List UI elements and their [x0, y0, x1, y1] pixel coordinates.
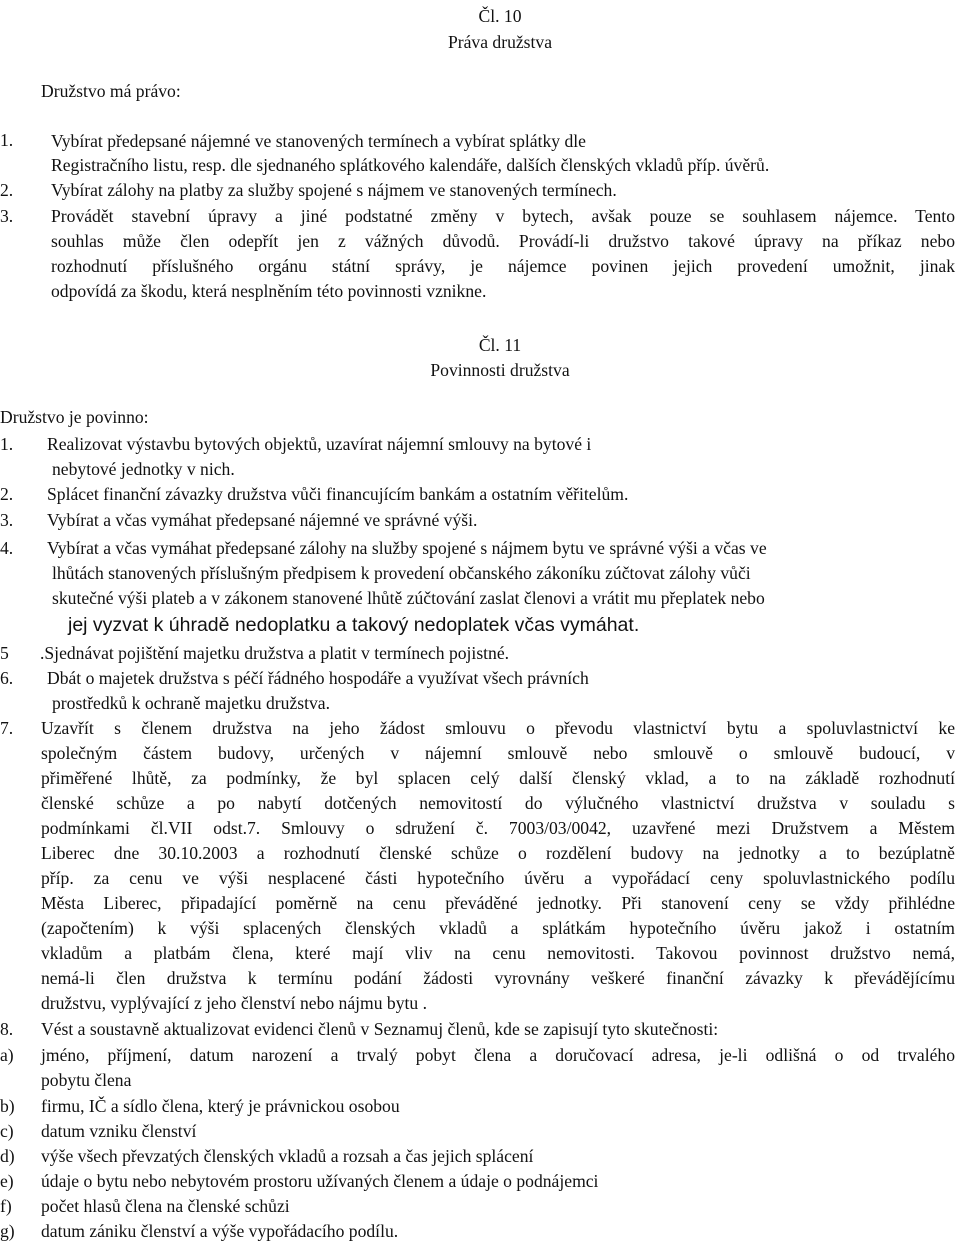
subitem-letter: d): [0, 1146, 15, 1166]
subitem-letter: c): [0, 1121, 14, 1141]
item-text: Provádět stavební úpravy a jiné podstatné změny v bytech, avšak pouze se souhlasem nájemce. Tento: [51, 206, 955, 226]
article-11-heading: Čl. 11: [478, 335, 522, 355]
art11-item-7-text: [41, 716, 955, 1016]
item-text: přiměřené lhůtě, za podmínky, že byl splacen celý další členský vklad, a to na základě rozhodnutí: [41, 768, 955, 788]
subitem-text: datum zániku členství a výše vypořádacího podílu.: [41, 1221, 399, 1241]
item-text: nebytové jednotky v nich.: [52, 459, 235, 479]
item-number: 5: [0, 643, 9, 663]
item-text: lhůtách stanovených příslušným předpisem k provedení občanského zákoníku zúčtovat zálohy vůči: [52, 563, 751, 583]
item-text: odpovídá za škodu, která nesplněním této povinnosti vznikne.: [51, 281, 487, 301]
subitem-text: údaje o bytu nebo nebytovém prostoru užívaných členem a údaje o podnájemci: [41, 1171, 599, 1191]
subitem-letter: g): [0, 1221, 15, 1241]
subitem-letter: e): [0, 1171, 14, 1191]
subitem-a-text: [41, 1043, 955, 1093]
item-text: členské schůze a po nabytí dotčených nemovitostí do výlučného vlastnictví družstva v souladu s: [41, 793, 955, 813]
subitem-text: pobytu člena: [41, 1070, 132, 1090]
item-number: 7.: [0, 718, 14, 738]
item-number: 2.: [0, 180, 14, 200]
item-number: 1.: [0, 434, 14, 454]
subitem-letter: f): [0, 1196, 12, 1216]
item-text: (započtením) k výši splacených členských vkladů a splátkám hypotečního úvěru jakož i ostatním: [41, 918, 955, 938]
item-text: Dbát o majetek družstva s péčí řádného hospodáře a využívat všech právních: [47, 668, 589, 688]
item-number: 8.: [0, 1019, 14, 1039]
subitem-text: firmu, IČ a sídlo člena, který je právnickou osobou: [41, 1096, 400, 1116]
item-text: podmínkami čl.VII odst.7. Smlouvy o sdružení č. 7003/03/0042, uzavřené mezi Družstvem a Městem: [41, 818, 955, 838]
subitem-text: datum vzniku členství: [41, 1121, 197, 1141]
item-text: Uzavřít s členem družstva na jeho žádost smlouvu o převodu vlastnictví bytu a spoluvlastnictví ke: [41, 718, 955, 738]
item-text: Vybírat předepsané nájemné ve stanovených termínech a vybírat splátky dle: [51, 131, 586, 151]
item-text: Vybírat a včas vymáhat předepsané zálohy na služby spojené s nájmem bytu ve správné výši a včas ve: [47, 538, 767, 558]
article-10-intro: Družstvo má právo:: [41, 81, 181, 101]
item-text: Vybírat zálohy na platby za služby spojené s nájmem ve stanovených termínech.: [51, 180, 617, 200]
item-text: souhlas může člen odepřít jen z vážných důvodů. Provádí-li družstvo takové úpravy na příkaz nebo: [51, 231, 955, 251]
item-number: 6.: [0, 668, 14, 688]
item-text: Realizovat výstavbu bytových objektů, uzavírat nájemní smlouvy na bytové i: [47, 434, 592, 454]
item-number: 1.: [0, 130, 14, 150]
article-11-title: Povinnosti družstva: [430, 360, 570, 380]
item-number: 3.: [0, 510, 14, 530]
article-10-title: Práva družstva: [447, 32, 553, 52]
article-11-intro: Družstvo je povinno:: [0, 407, 149, 427]
item-text: vkladům a platbám člena, které mají vliv na cenu nemovitosti. Takovou povinnost družstvo nemá,: [41, 943, 955, 963]
item-number: 4.: [0, 538, 14, 558]
item-text: skutečné výši plateb a v zákonem stanovené lhůtě zúčtování zaslat členovi a vrátit mu přeplatek nebo: [52, 588, 765, 608]
item-text: Liberec dne 30.10.2003 a rozhodnutí členské schůze o rozdělení budovy na jednotky a to bezúplatně: [41, 843, 955, 863]
item-number: 2.: [0, 484, 14, 504]
item-text: Vést a soustavně aktualizovat evidenci členů v Seznamuj členů, kde se zapisují tyto skutečnosti:: [41, 1019, 719, 1039]
item-text: nemá-li člen družstva k termínu podání žádosti vyrovnány veškeré finanční závazky k převádějícímu: [41, 968, 955, 988]
subitem-text: počet hlasů člena na členské schůzi: [41, 1196, 290, 1216]
article-10-heading: Čl. 10: [478, 6, 522, 26]
item-text: prostředků k ochraně majetku družstva.: [52, 693, 330, 713]
item-text: společným částem budovy, určených v nájemní smlouvě nebo smlouvě o smlouvě budoucí, v: [41, 743, 955, 763]
art10-item-3-text: [51, 204, 955, 304]
subitem-letter: a): [0, 1045, 14, 1065]
item-text: Města Liberec, připadající poměrně na cenu převáděné jednotky. Při stanovení ceny se vždy přihlédne: [41, 893, 955, 913]
item-text: Registračního listu, resp. dle sjednaného splátkového kalendáře, dalších členských vkladů příp. úvěrů.: [51, 155, 770, 175]
item-text: Splácet finanční závazky družstva vůči financujícím bankám a ostatním věřitelům.: [47, 484, 629, 504]
item-number: 3.: [0, 206, 14, 226]
item-text: Vybírat a včas vymáhat předepsané nájemné ve správné výši.: [47, 510, 478, 530]
item-text: družstvu, vyplývající z jeho členství nebo nájmu bytu .: [41, 993, 428, 1013]
subitem-letter: b): [0, 1096, 15, 1116]
subitem-text: jméno, příjmení, datum narození a trvalý pobyt člena a doručovací adresa, je-li odlišná o od trvalého: [41, 1045, 955, 1065]
item-text: .Sjednávat pojištění majetku družstva a platit v termínech pojistné.: [40, 643, 510, 663]
subitem-text: výše všech převzatých členských vkladů a rozsah a čas jejich splácení: [41, 1146, 534, 1166]
item-text: rozhodnutí příslušného orgánu státní správy, je nájemce povinen jejich provedení umožnit, jinak: [51, 256, 955, 276]
item-text: jej vyzvat k úhradě nedoplatku a takový nedoplatek včas vymáhat.: [68, 614, 640, 636]
item-text: příp. za cenu ve výši nesplacené části hypotečního úvěru a vypořádací ceny spoluvlastnického podílu: [41, 868, 955, 888]
